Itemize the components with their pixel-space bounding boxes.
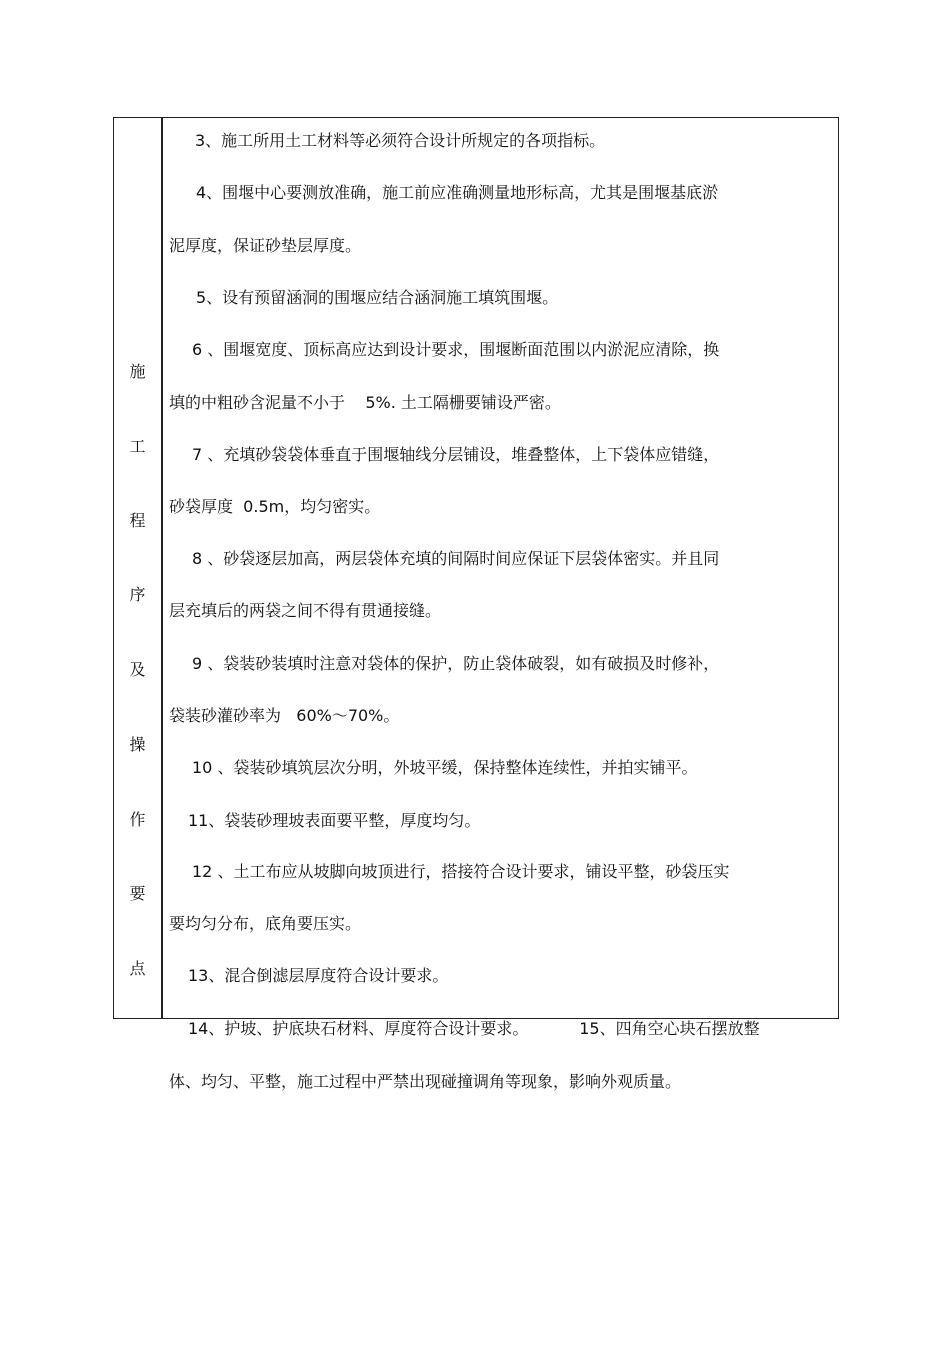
section-label-char: 序 — [129, 585, 146, 604]
item-6-line-2: 填的中粗砂含泥量不小于 5%. 土工隔栅要铺设严密。 — [169, 393, 561, 412]
section-label-char: 作 — [129, 810, 146, 829]
item-4-line-1: 4、围堰中心要测放准确，施工前应准确测量地形标高，尤其是围堰基底淤 — [196, 183, 719, 202]
item-12-line-2: 要均匀分布，底角要压实。 — [169, 914, 362, 933]
item-9-line-2: 袋装砂灌砂率为 60%～70%。 — [169, 706, 400, 725]
item-14-15-line-1: 14、护坡、护底块石材料、厚度符合设计要求。 15、四角空心块石摆放整 — [188, 1019, 760, 1038]
section-label-char: 工 — [129, 437, 146, 456]
section-label-char: 程 — [129, 511, 146, 530]
item-12-line-1: 12 、土工布应从坡脚向坡顶进行，搭接符合设计要求，铺设平整，砂袋压实 — [192, 862, 730, 881]
item-6-line-1: 6 、围堰宽度、顶标高应达到设计要求，围堰断面范围以内淤泥应清除，换 — [192, 340, 720, 359]
item-15-line-2: 体、均匀、平整，施工过程中严禁出现碰撞调角等现象，影响外观质量。 — [169, 1072, 682, 1091]
section-label-column — [114, 118, 163, 1018]
section-label-char: 及 — [129, 660, 146, 679]
section-label-char: 点 — [129, 959, 146, 978]
item-7-line-1: 7 、充填砂袋袋体垂直于围堰轴线分层铺设，堆叠整体，上下袋体应错缝， — [192, 445, 720, 464]
section-label-char: 操 — [129, 735, 146, 754]
item-7-line-2: 砂袋厚度 0.5m，均匀密实。 — [169, 497, 381, 516]
item-8-line-2: 层充填后的两袋之间不得有贯通接缝。 — [169, 601, 442, 620]
section-label-char: 施 — [129, 362, 146, 381]
item-5-line-1: 5、设有预留涵洞的围堰应结合涵洞施工填筑围堰。 — [196, 288, 559, 307]
item-10-line-1: 10 、袋装砂填筑层次分明，外坡平缓，保持整体连续性，并拍实铺平。 — [192, 758, 698, 777]
item-13-line-1: 13、混合倒滤层厚度符合设计要求。 — [188, 966, 449, 985]
item-4-line-2: 泥厚度，保证砂垫层厚度。 — [169, 236, 362, 255]
item-8-line-1: 8 、砂袋逐层加高，两层袋体充填的间隔时间应保证下层袋体密实。并且同 — [192, 549, 720, 568]
section-label-char: 要 — [129, 884, 146, 903]
item-9-line-1: 9 、袋装砂装填时注意对袋体的保护，防止袋体破裂，如有破损及时修补， — [192, 654, 720, 673]
item-11-line-1: 11、袋装砂理坡表面要平整，厚度均匀。 — [188, 811, 481, 830]
item-3-line-1: 3、施工所用土工材料等必须符合设计所规定的各项指标。 — [195, 131, 606, 150]
